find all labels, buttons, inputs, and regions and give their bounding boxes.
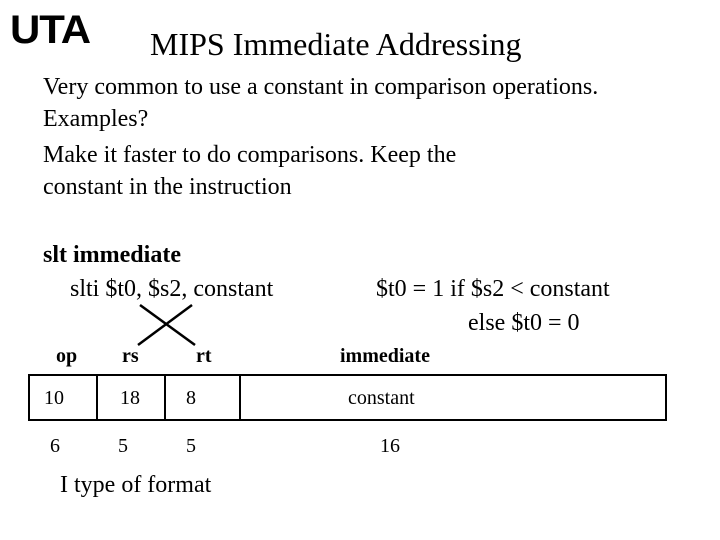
slide-title: MIPS Immediate Addressing [150, 26, 522, 62]
field-name-immediate: immediate [340, 345, 430, 367]
body-line-1: Very common to use a constant in comparison operations. [43, 74, 599, 100]
cross-line-2 [138, 305, 192, 345]
field-divider [96, 374, 98, 421]
logo-text: UTA [10, 8, 91, 52]
field-name-op: op [56, 345, 78, 367]
body-line-4: constant in the instruction [43, 174, 292, 200]
field-name-rt: rt [196, 345, 212, 367]
field-divider [239, 374, 241, 421]
example-else: else $t0 = 0 [468, 310, 580, 336]
field-divider [164, 374, 166, 421]
body-line-3: Make it faster to do comparisons. Keep the [43, 142, 457, 168]
field-value-op: 10 [44, 387, 64, 409]
uta-logo [10, 10, 90, 50]
body-line-2: Examples? [43, 106, 149, 132]
example-instruction: slti $t0, $s2, constant [70, 276, 274, 302]
field-name-rs: rs [122, 345, 139, 367]
field-value-rs: 18 [120, 387, 140, 409]
format-caption: I type of format [60, 472, 212, 498]
bit-width-op: 6 [50, 435, 60, 457]
example-condition: $t0 = 1 if $s2 < constant [376, 276, 610, 302]
bit-width-rs: 5 [118, 435, 128, 457]
example-heading: slt immediate [43, 242, 181, 268]
cross-line-1 [140, 305, 195, 345]
bit-width-immediate: 16 [380, 435, 400, 457]
field-value-immediate: constant [348, 387, 415, 409]
field-value-rt: 8 [186, 387, 196, 409]
bit-width-rt: 5 [186, 435, 196, 457]
